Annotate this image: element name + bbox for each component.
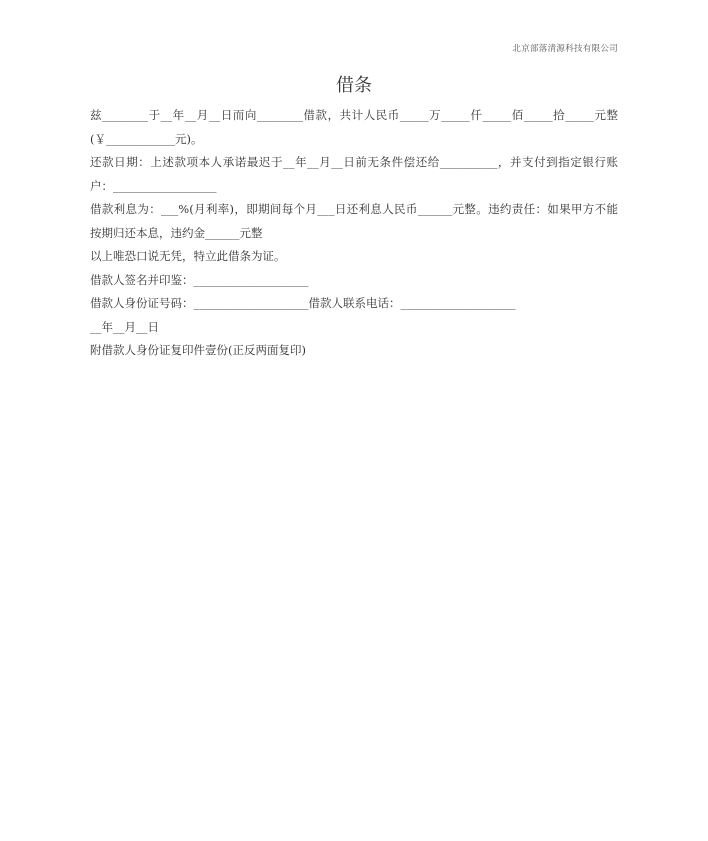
- borrower-signature-line: 借款人签名并印鉴：____________________: [90, 272, 309, 287]
- interest-line: 借款利息为：___%(月利率)，即期间每个月___日还利息人民币______元整。违约责任：如果甲方不能: [90, 202, 618, 216]
- attachment-note-line: 附借款人身份证复印件壹份(正反两面复印): [90, 343, 306, 357]
- borrower-id-phone-line: 借款人身份证号码：____________________借款人联系电话：____________________: [90, 296, 516, 310]
- bank-account-line: 户：__________________: [90, 178, 217, 193]
- proof-statement-line: 以上唯恐口说无凭，特立此借条为证。: [90, 249, 286, 263]
- repayment-date-line: 还款日期：上述款项本人承诺最迟于__年__月__日前无条件偿还给__________，并支付到指定银行账: [90, 155, 618, 169]
- document-title: 借条: [336, 75, 372, 96]
- document-body: [90, 104, 618, 363]
- loan-amount-line: 兹________于__年__月__日而向________借款，共计人民币_____万_____仟_____佰_____拾_____元整: [90, 108, 618, 122]
- loan-amount-figures-line: (￥____________元)。: [90, 131, 203, 146]
- header-company-name: 北京部落清源科技有限公司: [512, 44, 618, 54]
- date-line: __年__月__日: [90, 319, 159, 334]
- penalty-line: 按期归还本息，违约金______元整: [90, 225, 263, 240]
